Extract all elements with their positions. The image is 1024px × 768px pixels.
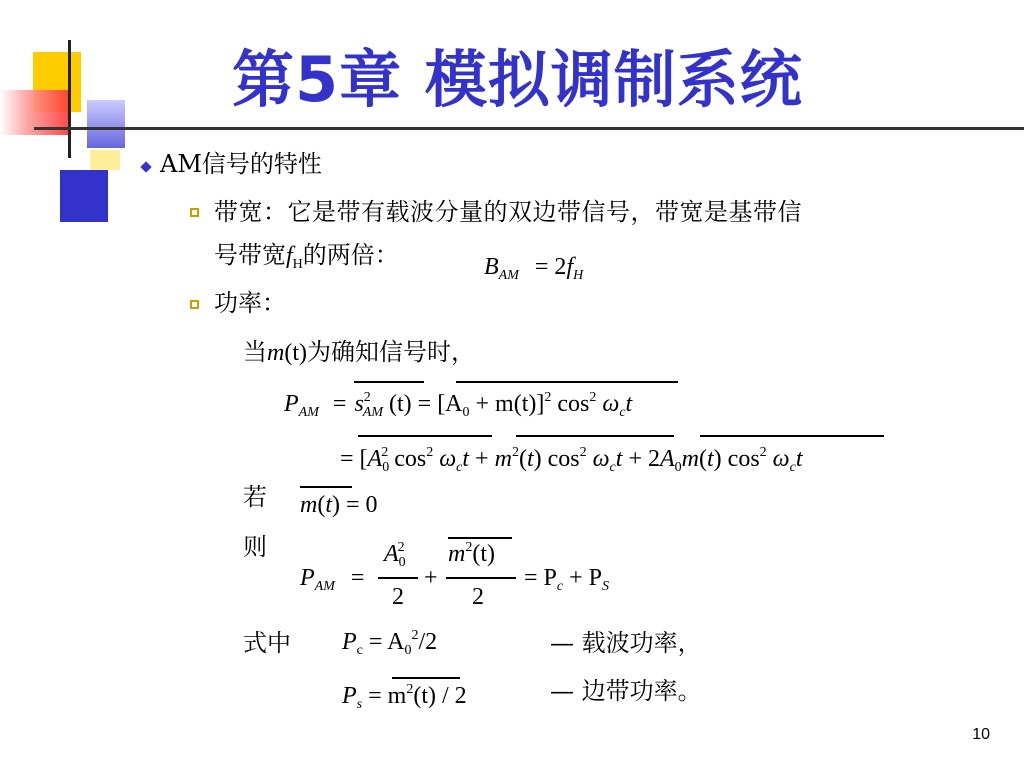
overline-term3	[700, 435, 884, 437]
if-label: 若	[243, 483, 267, 511]
carrier-power-equation: $P_c = A_0^2/2$	[342, 628, 438, 658]
eq3-frac1-den: 2	[392, 584, 404, 610]
title-underline	[34, 127, 1024, 130]
overline-m2t	[448, 537, 512, 539]
page-number: 10	[972, 726, 990, 743]
overline-bracket	[456, 381, 678, 383]
overline-term1	[358, 435, 492, 437]
eq3-frac2-line	[446, 577, 516, 579]
eq3-frac2-num: $m^2(t)$	[448, 540, 495, 567]
bandwidth-equation: $B_{AM} = 2f_H$	[484, 254, 584, 283]
overline-ps	[392, 677, 460, 679]
slide-title: 第5章 模拟调制系统	[232, 43, 803, 116]
square-bullet-icon	[190, 208, 199, 217]
carrier-power-desc: — 载波功率，	[550, 629, 702, 657]
when-known-signal: 当m(t)为确知信号时，	[243, 338, 475, 366]
eq3-plus: +	[424, 565, 438, 591]
then-label: 则	[243, 533, 267, 561]
bullet-am-characteristics: AM信号的特性	[160, 150, 322, 178]
eq3-frac2-den: 2	[472, 584, 484, 610]
sideband-power-equation: $P_s = m^2(t) / 2$	[342, 682, 467, 712]
overline-mt	[300, 486, 352, 488]
overline-term2	[516, 435, 674, 437]
eq3-rhs: = $P_c + P_S$	[524, 565, 609, 594]
bandwidth-line1: 带宽：它是带有载波分量的双边带信号，带宽是基带信	[214, 198, 802, 226]
deco-blue-square	[60, 170, 108, 222]
eq3-frac1-line	[378, 577, 418, 579]
where-label: 式中	[243, 629, 291, 657]
overline-s2	[354, 381, 424, 383]
eq3-lhs: $P_{AM}$ =	[300, 565, 365, 594]
power-label: 功率：	[214, 289, 286, 317]
square-bullet-icon	[190, 300, 199, 309]
deco-blue-square-small	[87, 100, 125, 148]
deco-yellow-square-small	[90, 150, 120, 170]
sideband-power-desc: — 边带功率。	[550, 677, 702, 705]
deco-vertical-line	[68, 40, 71, 158]
bandwidth-line2: 号带宽$f_H$的两倍：	[214, 241, 399, 272]
if-equation: m(t) = 0	[300, 492, 378, 518]
diamond-bullet-icon	[140, 161, 151, 172]
power-equation-2: = [$A_0^2$ $\cos^2 \omega_ct + m^2(t)$ $\cos^2 \omega_ct + 2A_0m(t)$ $\cos^2 \omega_ct$	[340, 445, 803, 475]
power-equation-1: $P_{AM} = s^2_{AM}$ $(t) = [A_0 + m(t)]^2$ $\cos^2 \omega_ct$	[284, 390, 633, 420]
eq3-frac1-num: $A_0^2$	[384, 540, 406, 570]
